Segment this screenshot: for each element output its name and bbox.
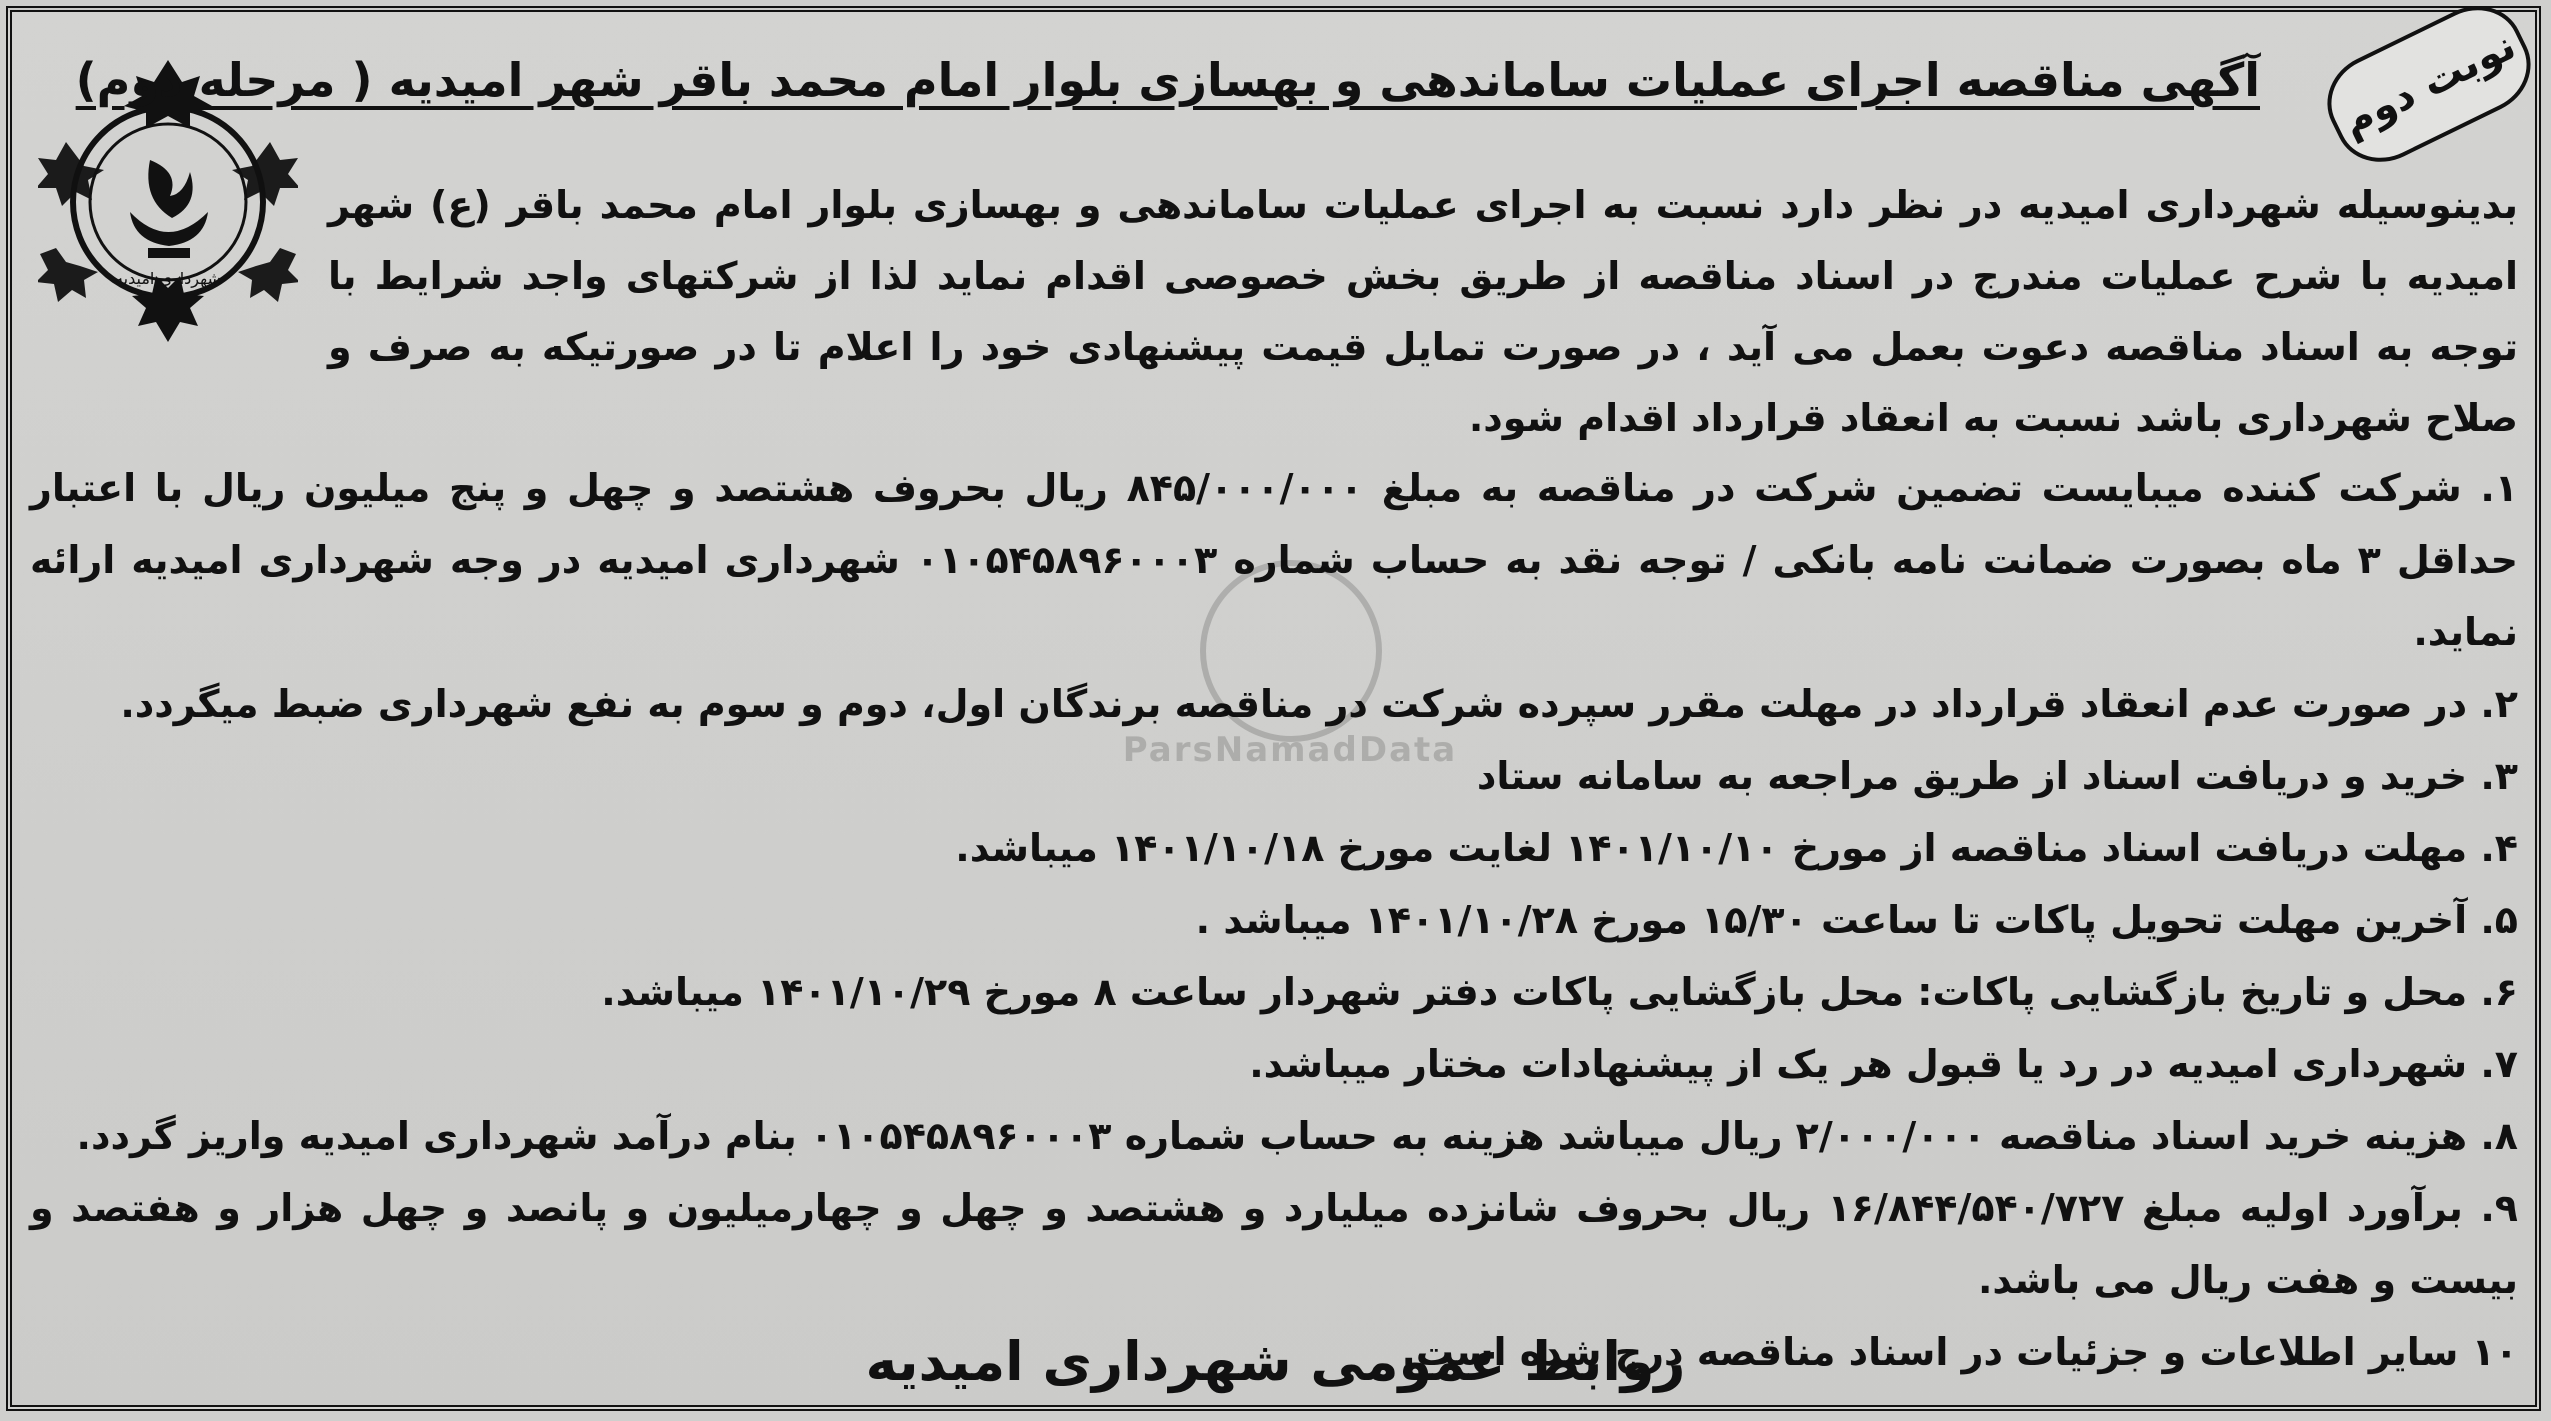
list-item: ۸. هزینه خرید اسناد مناقصه ۲/۰۰۰/۰۰۰ ریال میباشد هزینه به حساب شماره ۰۱۰۵۴۵۸۹۶۰۰۰۳ بنام درآمد شهرداری امیدیه واریز گردد. [76,1114,2518,1158]
conditions-list [30,452,2518,1388]
list-item: ۷. شهرداری امیدیه در رد یا قبول هر یک از پیشنهادات مختار میباشد. [1249,1042,2518,1086]
svg-text:شهرداری امیدیه: شهرداری امیدیه [115,269,221,288]
list-item: ۱۰ سایر اطلاعات و جزئیات در اسناد مناقصه درج شده است. [1401,1330,2518,1374]
list-item: ۵. آخرین مهلت تحویل پاکات تا ساعت ۱۵/۳۰ مورخ ۱۴۰۱/۱۰/۲۸ میباشد . [1195,898,2518,942]
list-item: ۴. مهلت دریافت اسناد مناقصه از مورخ ۱۴۰۱/۱۰/۱۰ لغایت مورخ ۱۴۰۱/۱۰/۱۸ میباشد. [955,826,2518,870]
list-item: ۲. در صورت عدم انعقاد قرارداد در مهلت مقرر سپرده شرکت در مناقصه برندگان اول، دوم و سوم به نفع شهرداری ضبط میگردد. [120,682,2518,726]
list-item: ۳. خرید و دریافت اسناد از طریق مراجعه به سامانه ستاد [1476,754,2518,798]
list-item: ۱. شرکت کننده میبایست تضمین شرکت در مناقصه به مبلغ ۸۴۵/۰۰۰/۰۰۰ ریال بحروف هشتصد و چهل و پنج میلیون ریال با اعتبار حداقل ۳ ماه بصورت ضمانت نامه بانکی / توجه نقد به حساب شماره ۰۱۰۵۴۵۸۹۶۰۰۰۳ شهرداری امیدیه در وجه شهرداری امیدیه ارائه نماید. [30,466,2518,654]
list-item: ۹. برآورد اولیه مبلغ ۱۶/۸۴۴/۵۴۰/۷۲۷ ریال بحروف شانزده میلیارد و هشتصد و چهل و چهارمیلیون و پانصد و چهل هزار و هفتصد و بیست و هفت ریال می باشد. [30,1186,2518,1302]
list-item: ۶. محل و تاریخ بازگشایی پاکات: محل بازگشایی پاکات دفتر شهردار ساعت ۸ مورخ ۱۴۰۱/۱۰/۲۹ میباشد. [601,970,2518,1014]
signature-public-relations: روابط عمومی شهرداری امیدیه [865,1330,1686,1393]
second-round-badge: نوبت دوم [2312,0,2546,178]
intro-paragraph: بدینوسیله شهرداری امیدیه در نظر دارد نسبت به اجرای عملیات ساماندهی و بهسازی بلوار امام محمد باقر (ع) شهر امیدیه با شرح عملیات مندرج در اسناد مناقصه از طریق بخش خصوصی اقدام نماید لذا از شرکتهای واجد شرایط با توجه به اسناد مناقصه دعوت بعمل می آید ، در صورت تمایل قیمت پیشنهادی خود را اعلام تا در صورتیکه به صرف و صلاح شهرداری باشد نسبت به انعقاد قرارداد اقدام شود. [328,183,2518,440]
notice-title: آگهی مناقصه اجرای عملیات ساماندهی و بهسازی بلوار امام محمد باقر شهر امیدیه ( مرحله دوم) [75,53,2260,107]
